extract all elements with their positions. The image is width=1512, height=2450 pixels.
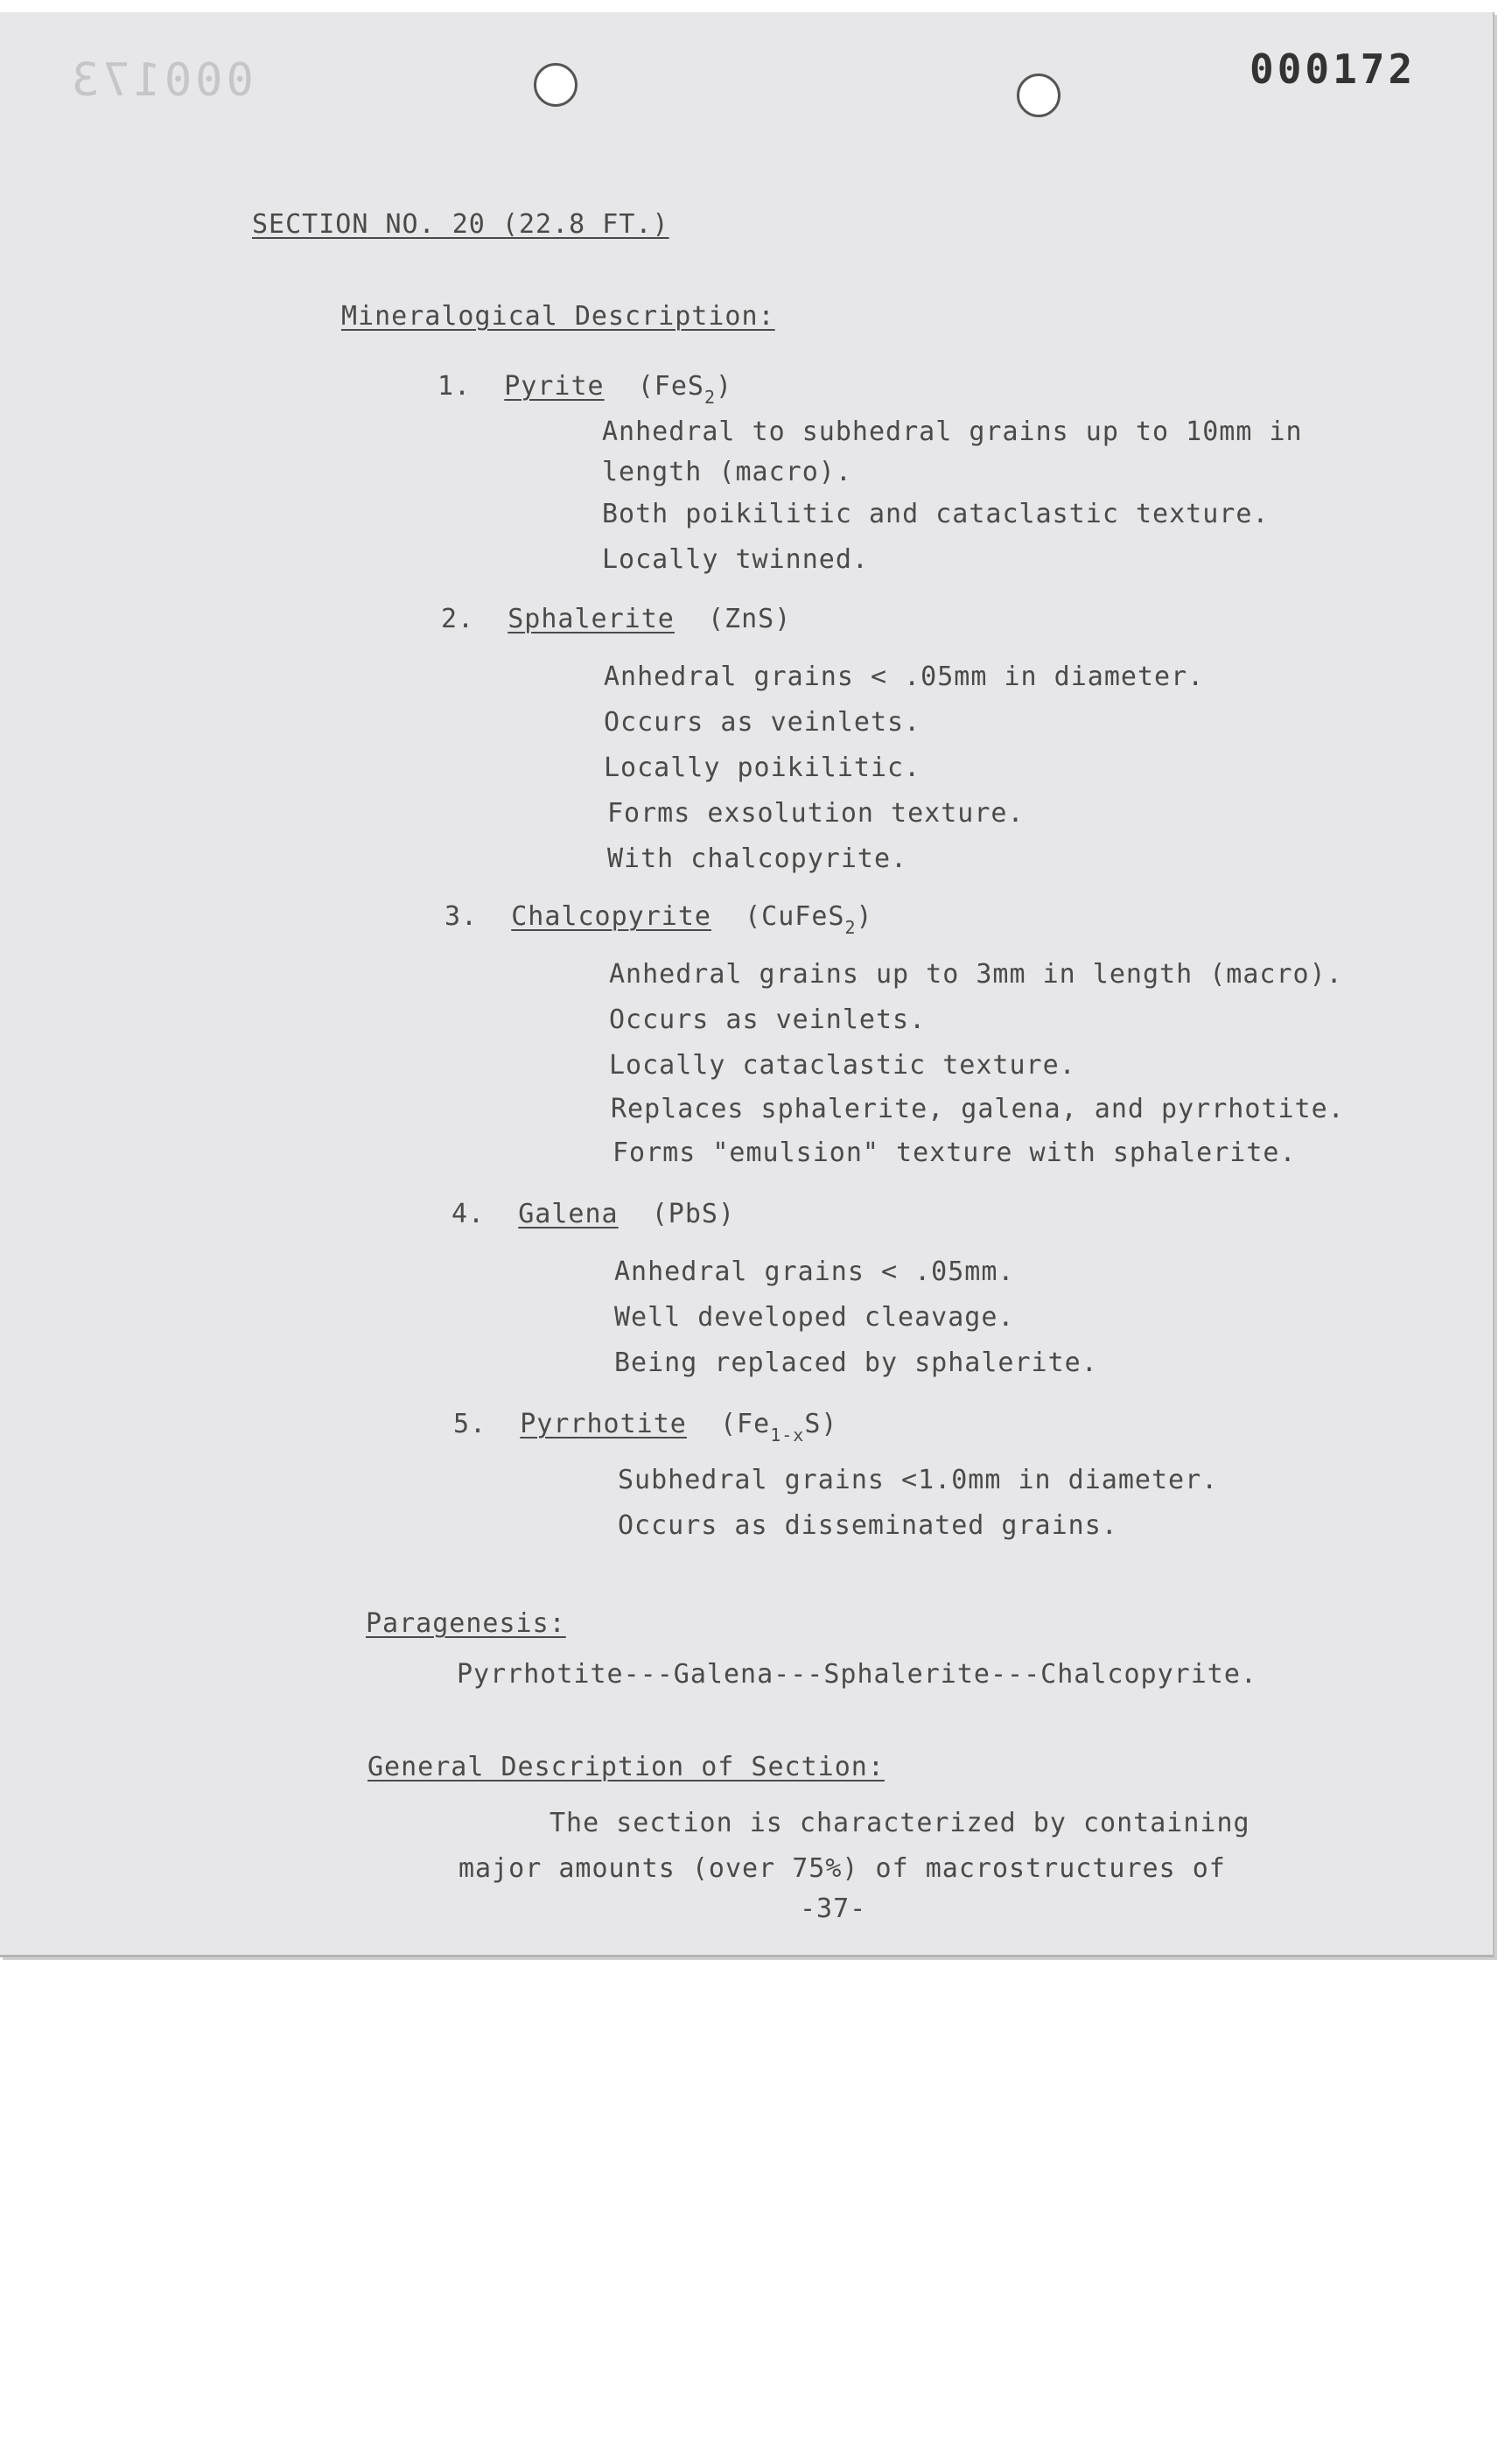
mineral-number: 2. — [441, 604, 475, 634]
mineral-number: 4. — [452, 1199, 486, 1229]
document-number: 000172 — [1250, 46, 1417, 93]
mineral-2-line-2: Occurs as veinlets. — [604, 707, 921, 738]
mineral-1-line-4: Locally twinned. — [602, 544, 869, 575]
mineral-number: 3. — [444, 901, 479, 932]
general-description-heading: General Description of Section: — [368, 1752, 885, 1782]
mineral-entry-2 — [441, 604, 791, 634]
punch-hole-right — [1017, 74, 1060, 117]
section-title: SECTION NO. 20 (22.8 FT.) — [252, 209, 669, 240]
mineral-entry-3 — [444, 901, 873, 938]
punch-hole-left — [534, 63, 578, 107]
mineral-2-line-3: Locally poikilitic. — [604, 752, 921, 783]
general-line-1: The section is characterized by containing — [550, 1808, 1250, 1838]
mineral-formula: (ZnS) — [708, 604, 792, 634]
mineral-number: 5. — [453, 1409, 487, 1439]
mineral-4-line-1: Anhedral grains < .05mm. — [614, 1256, 1015, 1287]
mineral-number: 1. — [438, 371, 472, 402]
mineral-2-line-1: Anhedral grains < .05mm in diameter. — [604, 662, 1205, 692]
mineral-formula: (FeS$_2$) — [637, 371, 733, 408]
general-line-2: major amounts (over 75%) of macrostructures of — [458, 1853, 1226, 1884]
mineral-formula: (PbS) — [651, 1199, 736, 1229]
mineral-1-line-3: Both poikilitic and cataclastic texture. — [602, 499, 1270, 529]
mineral-3-line-1: Anhedral grains up to 3mm in length (macro). — [609, 959, 1343, 990]
mineral-2-line-5: With chalcopyrite. — [607, 844, 908, 874]
mineral-3-line-5: Forms "emulsion" texture with sphalerite. — [612, 1138, 1297, 1168]
mineral-entry-1 — [438, 371, 733, 408]
mineral-5-line-2: Occurs as disseminated grains. — [618, 1510, 1118, 1541]
mineral-3-line-4: Replaces sphalerite, galena, and pyrrhotite. — [611, 1094, 1345, 1124]
mineral-5-line-1: Subhedral grains <1.0mm in diameter. — [618, 1465, 1219, 1495]
page-number: -37- — [800, 1894, 867, 1924]
mineral-formula: $(Fe_{1-x}S)$ — [720, 1409, 838, 1446]
mineral-entry-4 — [452, 1199, 735, 1229]
mineral-3-line-3: Locally cataclastic texture. — [609, 1050, 1076, 1081]
mineral-1-line-2: length (macro). — [602, 457, 852, 487]
mineral-name: Galena — [518, 1199, 619, 1229]
paragenesis-heading: Paragenesis: — [366, 1608, 566, 1639]
mineral-1-line-1: Anhedral to subhedral grains up to 10mm in — [602, 416, 1303, 447]
mineral-3-line-2: Occurs as veinlets. — [609, 1004, 927, 1035]
mineral-name: Pyrrhotite — [520, 1409, 687, 1439]
mineralogical-heading: Mineralogical Description: — [341, 301, 775, 332]
mineral-4-line-3: Being replaced by sphalerite. — [614, 1348, 1098, 1378]
bleed-through-number: 000173 — [68, 54, 254, 107]
mineral-name: Sphalerite — [508, 604, 675, 634]
mineral-name: Pyrite — [504, 371, 605, 402]
mineral-name: Chalcopyrite — [511, 901, 711, 932]
mineral-4-line-2: Well developed cleavage. — [614, 1302, 1015, 1333]
paragenesis-text: Pyrrhotite---Galena---Sphalerite---Chalcopyrite. — [457, 1659, 1257, 1690]
mineral-formula: (CuFeS$_2$) — [745, 901, 873, 938]
document-sheet — [0, 12, 1494, 1957]
mineral-2-line-4: Forms exsolution texture. — [607, 798, 1025, 829]
mineral-entry-5 — [453, 1409, 838, 1446]
